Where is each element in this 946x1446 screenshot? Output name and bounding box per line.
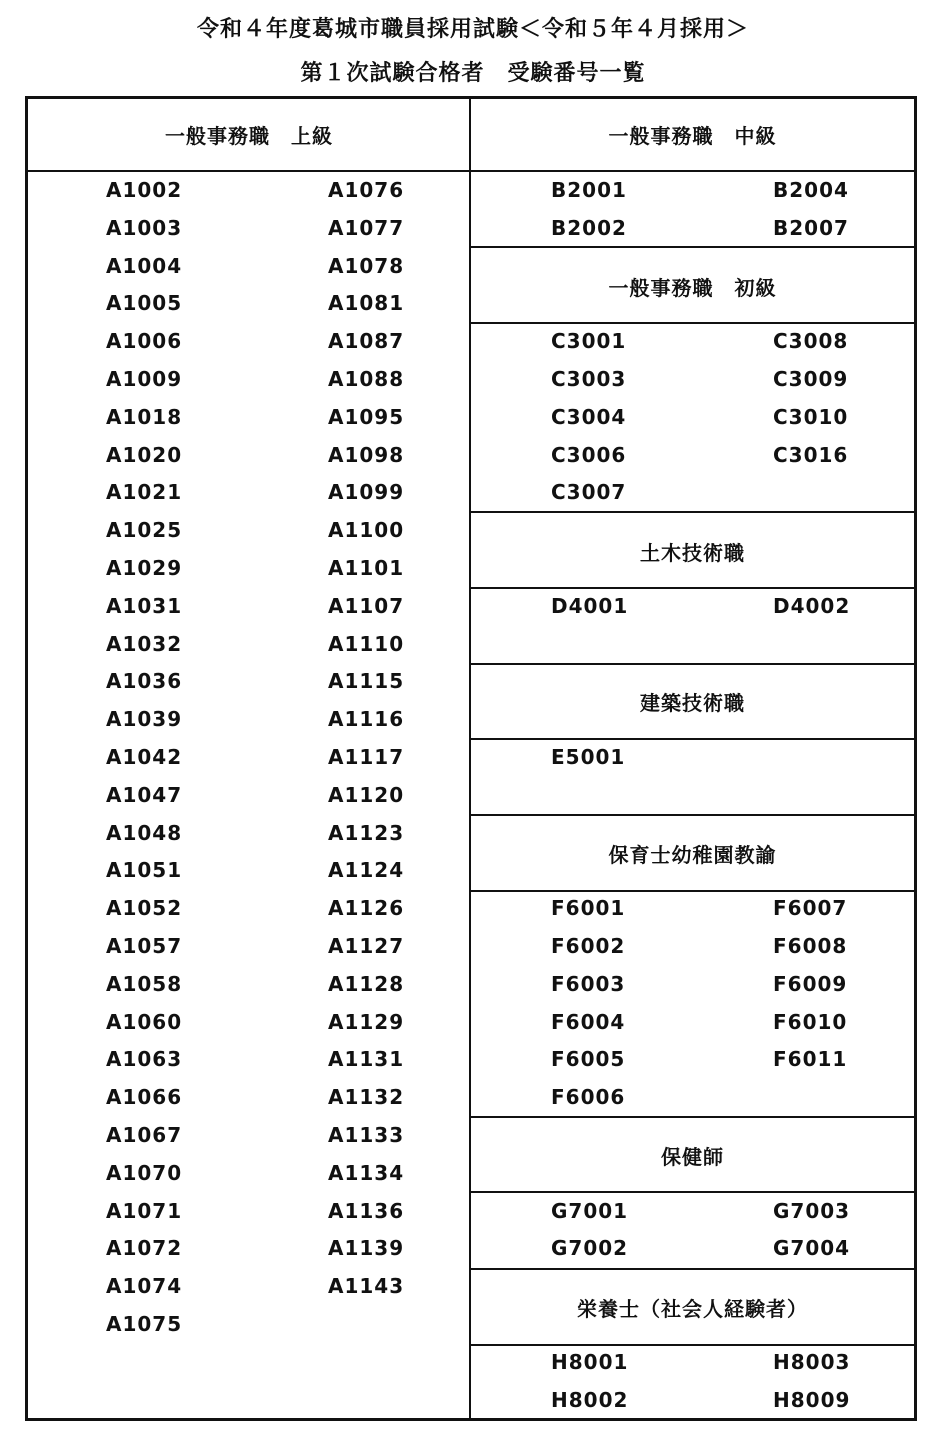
- page-title: 令和４年度葛城市職員採用試験＜令和５年４月採用＞: [196, 17, 749, 42]
- exam-number: A1117: [328, 745, 405, 769]
- exam-number: A1077: [328, 215, 405, 240]
- exam-number: A1029: [106, 556, 183, 580]
- exam-number: A1128: [328, 971, 405, 996]
- exam-number: F6006: [551, 1085, 626, 1110]
- exam-number: F6011: [773, 1047, 848, 1072]
- exam-number: A1134: [328, 1160, 405, 1185]
- table-row-divider: [471, 890, 914, 892]
- table-row-divider: [471, 738, 914, 740]
- exam-number: F6002: [551, 934, 626, 958]
- exam-number: C3006: [551, 442, 627, 467]
- exam-number: A1063: [106, 1047, 183, 1072]
- exam-number: A1127: [328, 934, 405, 958]
- exam-number: H8003: [773, 1349, 851, 1374]
- exam-number: A1006: [106, 329, 183, 354]
- exam-number: A1124: [328, 858, 405, 883]
- exam-number: F6009: [773, 971, 848, 996]
- exam-number: A1133: [328, 1123, 405, 1147]
- exam-number: A1120: [328, 782, 405, 807]
- exam-number: A1087: [328, 329, 405, 354]
- exam-number: A1081: [328, 291, 405, 316]
- section-header-architecture: 建築技術職: [640, 691, 745, 715]
- exam-number: C3007: [551, 480, 627, 505]
- exam-number: A1123: [328, 820, 405, 845]
- exam-number: G7003: [773, 1198, 851, 1223]
- table-row-divider: [471, 1344, 914, 1346]
- exam-number: A1048: [106, 820, 183, 845]
- exam-number: B2002: [551, 215, 627, 240]
- exam-number: A1057: [106, 934, 183, 958]
- exam-number: A1067: [106, 1123, 183, 1147]
- table-row-divider: [471, 511, 914, 513]
- exam-number: A1060: [106, 1009, 183, 1034]
- exam-number: A1031: [106, 593, 183, 618]
- exam-number: H8002: [551, 1387, 629, 1412]
- exam-number: A1032: [106, 631, 183, 656]
- exam-number: A1098: [328, 442, 405, 467]
- exam-number: C3008: [773, 329, 849, 354]
- exam-number: A1072: [106, 1236, 183, 1261]
- exam-number: A1003: [106, 215, 183, 240]
- exam-number: A1066: [106, 1085, 183, 1110]
- exam-number: A1074: [106, 1274, 183, 1299]
- exam-number: A1110: [328, 631, 405, 656]
- exam-number: A1139: [328, 1236, 405, 1261]
- exam-number: A1020: [106, 442, 183, 467]
- table-row-divider: [471, 170, 914, 172]
- exam-number: A1018: [106, 404, 183, 429]
- exam-number: B2001: [551, 178, 627, 202]
- section-header-public-health: 保健師: [661, 1145, 724, 1169]
- exam-number: A1095: [328, 404, 405, 429]
- exam-number: A1039: [106, 707, 183, 732]
- table-row-divider: [28, 170, 470, 172]
- table-row-divider: [471, 322, 914, 324]
- exam-number: A1070: [106, 1160, 183, 1185]
- exam-number: A1100: [328, 518, 405, 543]
- section-header-general-junior: 一般事務職 初級: [608, 276, 777, 300]
- exam-number: A1132: [328, 1085, 405, 1110]
- section-header-dietitian: 栄養士（社会人経験者）: [577, 1297, 808, 1321]
- exam-number: G7001: [551, 1198, 629, 1223]
- exam-number: A1101: [328, 556, 405, 580]
- exam-number: A1088: [328, 367, 405, 391]
- exam-number: A1051: [106, 858, 183, 883]
- exam-number: D4002: [773, 593, 851, 618]
- exam-number: G7004: [773, 1236, 851, 1261]
- exam-number: A1107: [328, 593, 405, 618]
- exam-number: F6008: [773, 934, 848, 958]
- exam-number: A1002: [106, 178, 183, 202]
- section-header-general-middle: 一般事務職 中級: [608, 124, 777, 148]
- exam-number: F6001: [551, 896, 626, 921]
- exam-number: A1075: [106, 1312, 183, 1336]
- exam-number: C3010: [773, 404, 849, 429]
- exam-number: A1076: [328, 178, 405, 202]
- table-row-divider: [471, 246, 914, 248]
- exam-number: A1071: [106, 1198, 183, 1223]
- table-row-divider: [471, 1268, 914, 1270]
- exam-number: C3016: [773, 442, 849, 467]
- exam-number: A1005: [106, 291, 183, 316]
- section-header-general-upper: 一般事務職 上級: [165, 124, 333, 148]
- exam-number: E5001: [551, 745, 626, 769]
- page-subtitle: 第１次試験合格者 受験番号一覧: [300, 61, 646, 86]
- table-row-divider: [471, 1191, 914, 1193]
- table-row-divider: [471, 587, 914, 589]
- exam-number: A1025: [106, 518, 183, 543]
- exam-number: C3004: [551, 404, 627, 429]
- exam-number: D4001: [551, 593, 629, 618]
- exam-number: F6007: [773, 896, 848, 921]
- exam-number: G7002: [551, 1236, 629, 1261]
- section-header-civil: 土木技術職: [640, 541, 745, 565]
- table-row-divider: [471, 814, 914, 816]
- table-row-divider: [471, 663, 914, 665]
- exam-number: A1136: [328, 1198, 405, 1223]
- exam-number: A1052: [106, 896, 183, 921]
- exam-number: A1009: [106, 367, 183, 391]
- exam-number: C3009: [773, 367, 849, 391]
- section-header-childcare: 保育士幼稚園教諭: [608, 843, 777, 867]
- exam-number: A1116: [328, 707, 405, 732]
- exam-number: A1115: [328, 669, 405, 694]
- exam-number: A1129: [328, 1009, 405, 1034]
- exam-number: F6005: [551, 1047, 626, 1072]
- exam-number: A1042: [106, 745, 183, 769]
- exam-number: A1047: [106, 782, 183, 807]
- exam-number: A1036: [106, 669, 183, 694]
- exam-number: F6004: [551, 1009, 626, 1034]
- exam-number: F6003: [551, 971, 626, 996]
- exam-number: B2007: [773, 215, 849, 240]
- exam-number: C3001: [551, 329, 627, 354]
- exam-number: C3003: [551, 367, 627, 391]
- exam-number: A1099: [328, 480, 405, 505]
- exam-number: A1058: [106, 971, 183, 996]
- exam-number: A1143: [328, 1274, 405, 1299]
- table-row-divider: [471, 1116, 914, 1118]
- exam-number: H8001: [551, 1349, 629, 1374]
- exam-number: F6010: [773, 1009, 848, 1034]
- exam-number: H8009: [773, 1387, 851, 1412]
- exam-number: A1078: [328, 253, 405, 278]
- exam-number: A1004: [106, 253, 183, 278]
- exam-number: B2004: [773, 178, 849, 202]
- exam-number: A1131: [328, 1047, 405, 1072]
- exam-number: A1021: [106, 480, 183, 505]
- exam-number: A1126: [328, 896, 405, 921]
